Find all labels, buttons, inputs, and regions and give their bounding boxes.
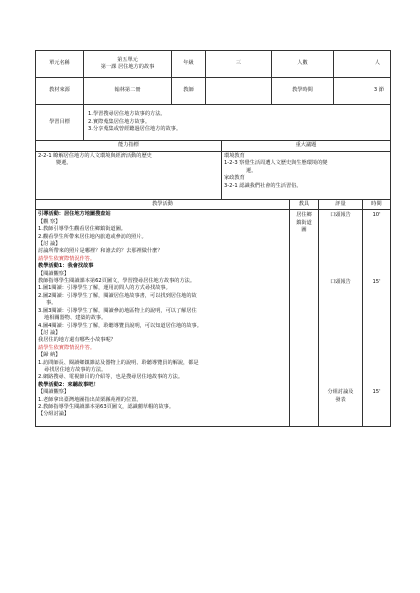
time-label: 教學時間 <box>272 78 334 105</box>
time-item: 10' <box>372 212 381 219</box>
goal-item: 1.學習搜尋居住地方故事的方法。 <box>88 111 166 118</box>
step-line: 3.圖3閱讀：引導學生了解，閱讀參訪地區物上的說明，可以了解居住 <box>38 307 197 314</box>
spacer <box>38 419 287 425</box>
step-line: 1.訪問師長、閱讀鄉鎮雜誌及器物上的說明、聆聽導覽員的解說，都是 <box>38 359 199 366</box>
step-line: 1.圖1閱讀：引導學生了解，運用訪問人的方式尋找故事。 <box>38 285 171 292</box>
issues-line: 遷。 <box>246 167 257 174</box>
step-line: 教師指導學生閱讀課本第62頁圖文，學習搜尋居住地方故事的方法。 <box>38 278 196 285</box>
eval-item: 分組討論及 <box>327 389 354 396</box>
time-value: 3 節 <box>334 78 391 105</box>
eval-item: 口頭報告 <box>330 212 351 219</box>
time-item: 15' <box>372 389 381 396</box>
step-line: 2.圖2閱讀：引導學生了解，閱讀居住地故事書，可以找到居住地的故 <box>38 292 197 299</box>
resource-cell <box>290 210 319 426</box>
resource-line: 居住鄉 <box>296 212 312 219</box>
section-heading: 【分組討論】 <box>38 411 70 418</box>
grade-label: 年級 <box>172 51 206 78</box>
step-line: 事。 <box>46 300 57 307</box>
time-cell <box>363 210 391 426</box>
activity-table <box>35 199 391 427</box>
activity-title: 引導活動：居住地方地圖搜查站 <box>38 211 111 218</box>
source-label: 教材來源 <box>36 78 84 105</box>
grade-value: 三 <box>206 51 272 78</box>
issues-line: 1-2-3 察覺生活周遭人文歷史與生態環境的變 <box>224 160 328 167</box>
eval-item: 口頭報告 <box>330 278 351 285</box>
step-line: 4.圖4閱讀：引導學生了解，聆聽導覽員說明，可以知道居住地的故事。 <box>38 322 202 329</box>
time-item: 15' <box>372 278 381 285</box>
section-heading: 【觀 察】 <box>38 218 61 225</box>
answer-hint: 請學生依實際情況作答。 <box>38 344 96 351</box>
issues-line: 家政教育 <box>224 175 245 182</box>
step-line: 2.教師指導學生閱讀課本第63頁圖文，認識藺草帽的故事。 <box>38 403 175 410</box>
col-resource-header: 教具 <box>290 200 319 210</box>
step-line: 1.教師引導學生觀看居住鄉鎮街道圖。 <box>38 226 126 233</box>
activity-title: 教學活動1：我會找故事 <box>38 263 94 270</box>
step-line: 2.觀看學生所帶來居住地內旅遊或參訪的照片。 <box>38 233 147 240</box>
step-line: 尋找居住地方故事的方法。 <box>44 366 107 373</box>
section-heading: 【討 論】 <box>38 329 61 336</box>
eval-cell <box>319 210 363 426</box>
people-unit: 人 <box>334 51 391 78</box>
people-label: 人數 <box>272 51 334 78</box>
section-heading: 【討 論】 <box>38 241 61 248</box>
col-time-header: 時間 <box>363 200 391 210</box>
step-line: 討論所帶來的照片是哪裡？和誰去的？去那裡做什麼？ <box>38 248 163 255</box>
teacher-value <box>206 78 272 105</box>
eval-item: 發表 <box>335 396 346 403</box>
step-line: 我居住的地方還有哪些小故事呢？ <box>38 337 116 344</box>
issues-content <box>222 152 391 200</box>
activity-title: 教學活動2：來聽故事吧！ <box>38 381 99 388</box>
issues-line: 環境教育 <box>224 153 245 159</box>
section-heading: 【閱讀觀察】 <box>38 270 70 277</box>
answer-hint: 請學生依實際情況作答。 <box>38 255 96 262</box>
col-activity-header: 教學活動 <box>36 200 290 210</box>
indicators-table <box>35 140 391 200</box>
spacer <box>321 286 360 389</box>
step-line: 1.老師拿出臺灣地圖指出苗栗縣苑裡的位置。 <box>38 396 142 403</box>
unit-title <box>84 51 172 78</box>
spacer <box>365 220 388 279</box>
unit-title-line1: 第五單元 <box>117 56 138 63</box>
source-value: 翰林第二冊 <box>84 78 172 105</box>
ability-header: 能力指標 <box>36 141 222 152</box>
spacer <box>321 220 360 279</box>
lesson-plan-sheet <box>35 50 390 427</box>
resource-line: 鎮街道 <box>296 219 312 226</box>
resource-line: 圖 <box>301 227 307 234</box>
section-heading: 【歸 納】 <box>38 352 61 359</box>
step-line: 2.網路搜尋、電視節目的介紹等，也是搜尋居住地故事的方法。 <box>38 374 184 381</box>
ability-content <box>36 152 222 200</box>
goals-label: 學習目標 <box>36 105 84 141</box>
teacher-label: 教師 <box>172 78 206 105</box>
section-heading: 【閱讀觀察】 <box>38 389 70 396</box>
goal-item: 3.分享蒐集或曾經聽過居住地方的故事。 <box>88 126 182 133</box>
step-line: 地相關器物、建築的故事。 <box>44 315 107 322</box>
issues-line: 3-2-1 認識我們社會的生活習俗。 <box>224 182 302 189</box>
goals-list <box>84 105 391 141</box>
ability-line: 2-2-1 瞭解居住地方的人文環境與經濟活動的歷史 <box>38 153 152 159</box>
spacer <box>365 286 388 389</box>
header-table <box>35 50 391 141</box>
ability-line: 變遷。 <box>56 160 72 167</box>
unit-name-label: 單元名稱 <box>36 51 84 78</box>
issues-header: 重大議題 <box>222 141 391 152</box>
unit-title-line2: 第一課 居住地方的故事 <box>100 64 155 70</box>
col-eval-header: 評量 <box>319 200 363 210</box>
goal-item: 2.實際蒐集居住地方故事。 <box>88 118 151 125</box>
activity-content <box>36 210 290 426</box>
